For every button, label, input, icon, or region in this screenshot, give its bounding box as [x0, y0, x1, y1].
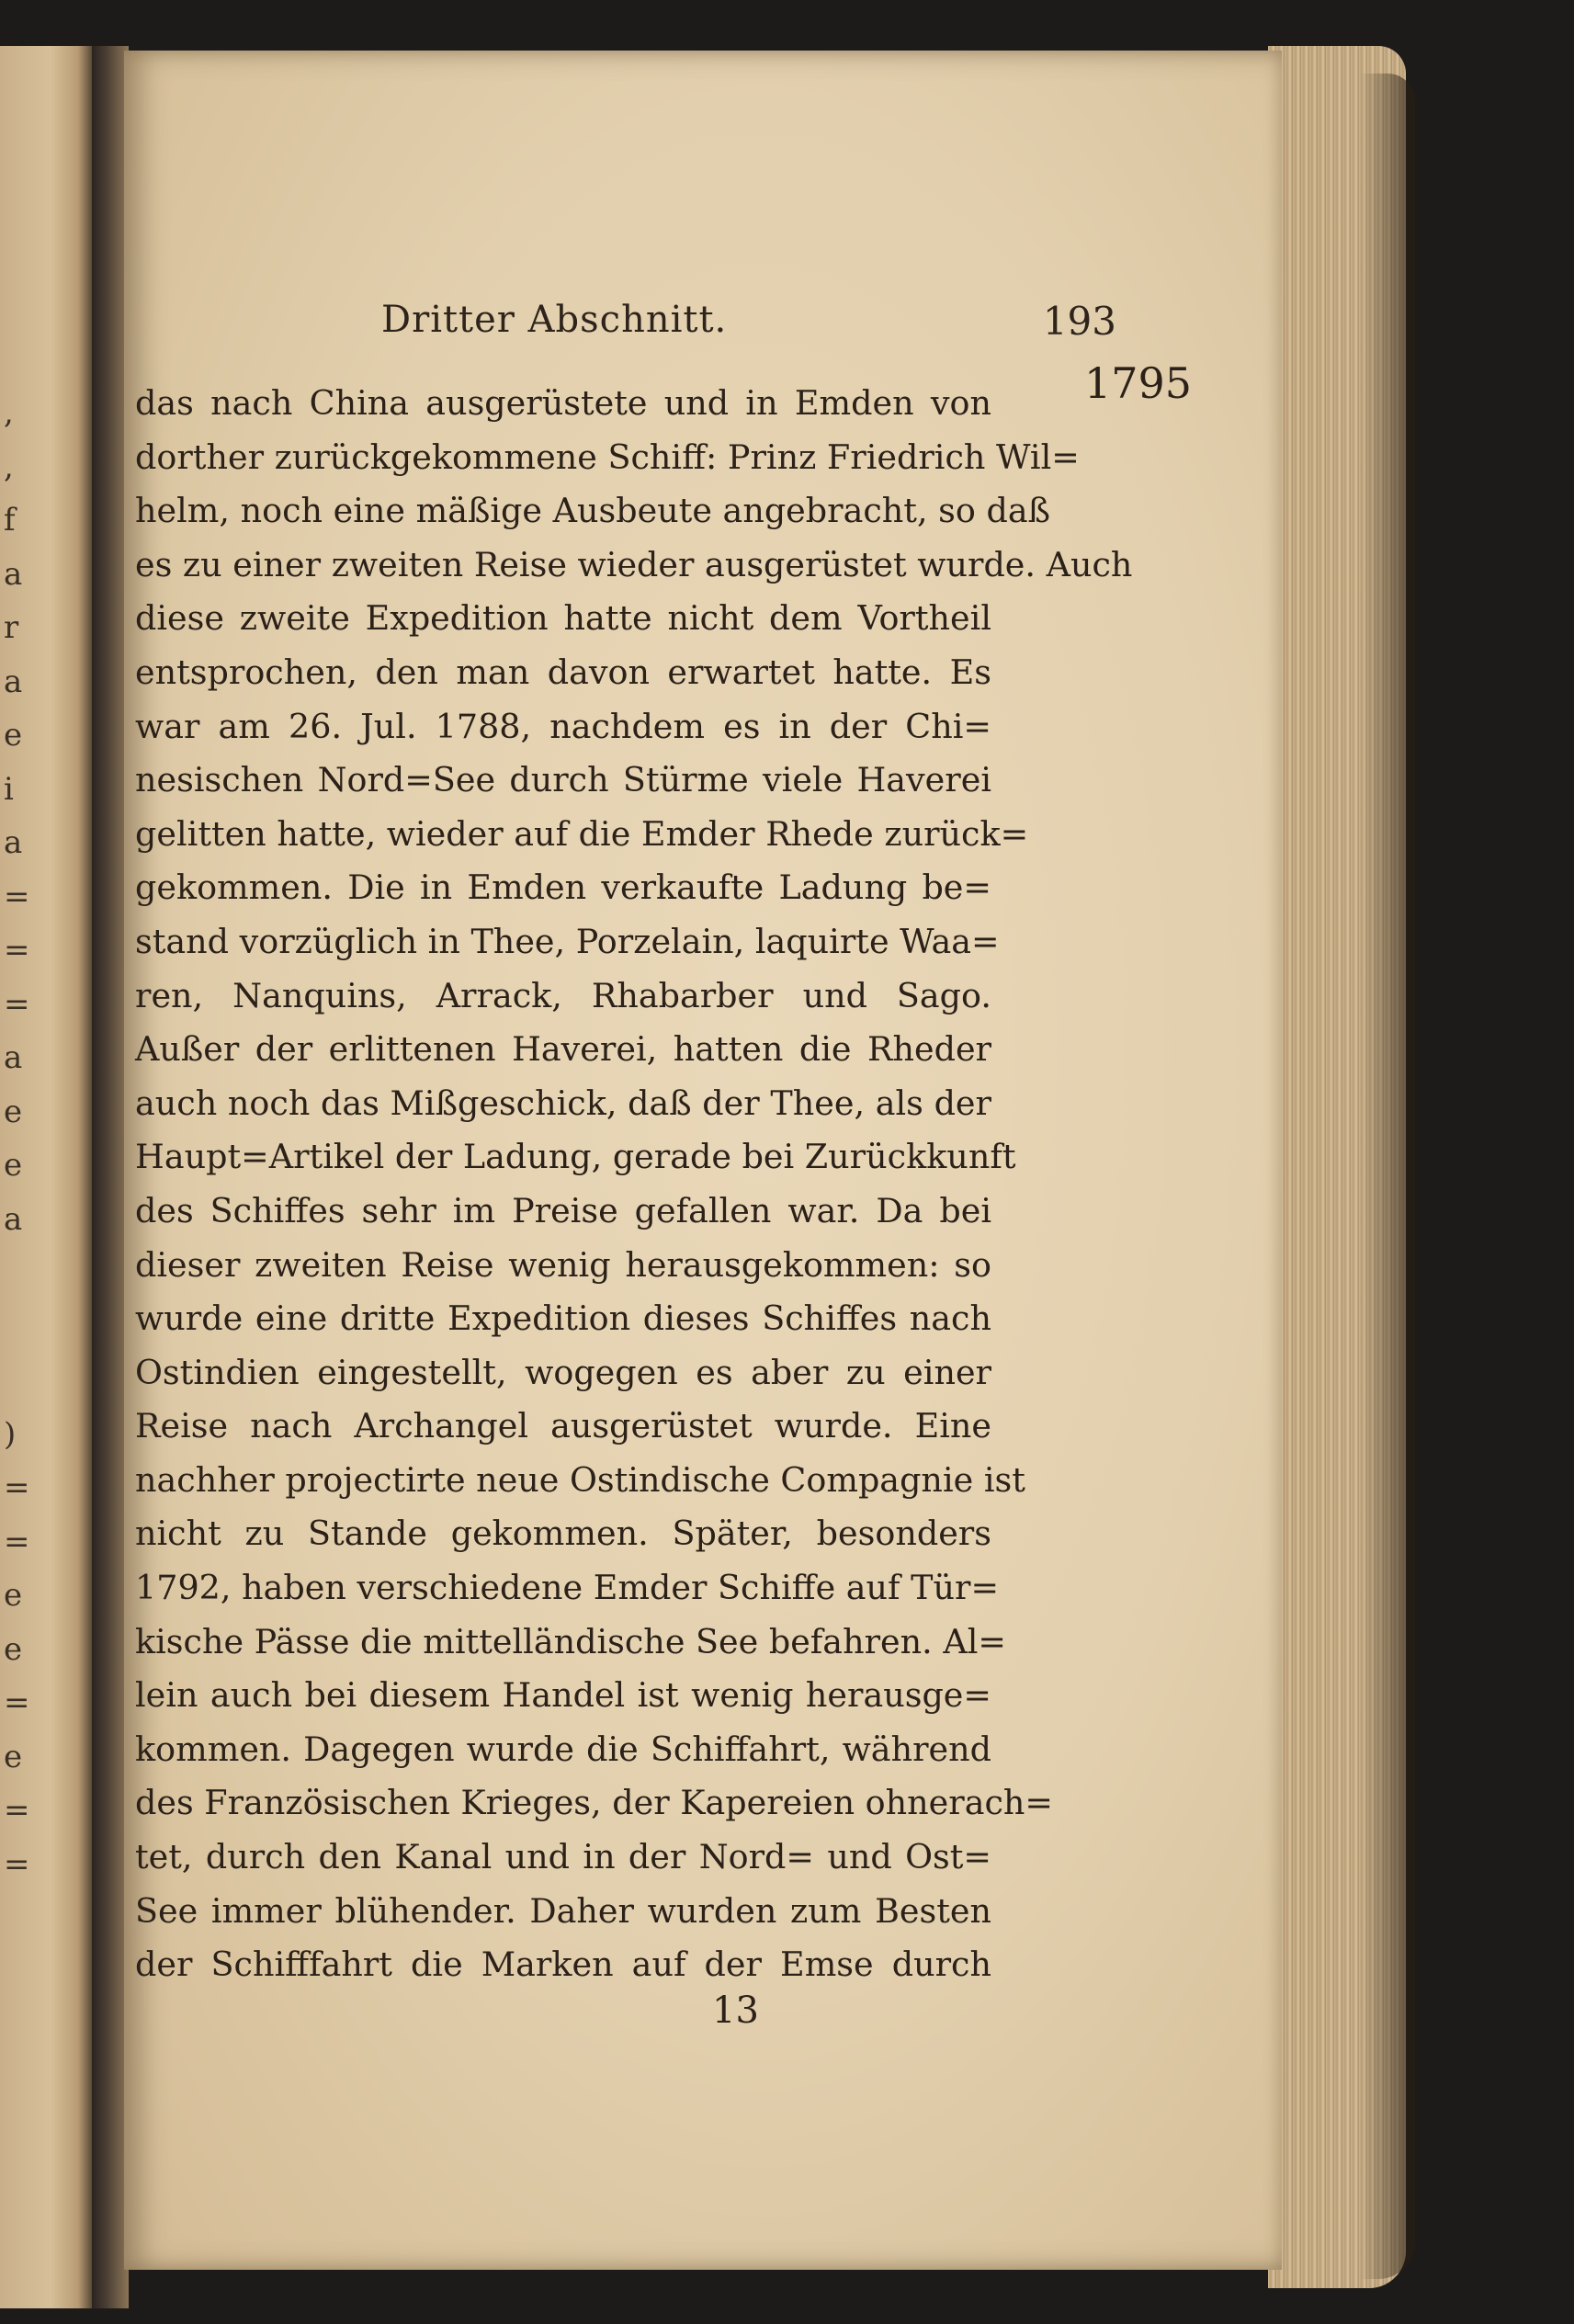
left-page-glyph: = — [4, 932, 30, 969]
left-page-glyph: ) — [4, 1415, 17, 1453]
text-line: kommen. Dagegen wurde die Schiffahrt, während — [135, 1729, 991, 1769]
left-page-glyph — [0, 1354, 26, 1408]
left-page-glyph: a — [4, 663, 23, 700]
page-header — [381, 299, 1116, 354]
margin-year-note: 1795 — [1084, 358, 1193, 408]
text-line: Reise nach Archangel ausgerüstet wurde. Eine — [135, 1406, 991, 1446]
text-line: diese zweite Expedition hatte nicht dem Vortheil — [135, 598, 991, 639]
page-edges-shadow — [1360, 74, 1415, 2279]
left-facing-page — [0, 46, 92, 2308]
text-line: See immer blühender. Daher wurden zum Besten — [135, 1890, 991, 1931]
text-line: es zu einer zweiten Reise wieder ausgerüstet wurde. Auch — [135, 544, 1133, 584]
text-line: nicht zu Stande gekommen. Später, besonders — [135, 1513, 991, 1554]
left-page-line-ends — [0, 386, 30, 1891]
left-page-glyph: r — [4, 609, 19, 646]
left-page-glyph: = — [4, 878, 30, 915]
text-line: kische Pässe die mittelländische See befahren. Al= — [135, 1621, 1006, 1661]
text-line: dorther zurückgekommene Schiff: Prinz Friedrich Wil= — [135, 436, 1080, 477]
text-line: Außer der erlittenen Haverei, hatten die Rheder — [135, 1029, 991, 1070]
text-line: Ostindien eingestellt, wogegen es aber zu einer — [135, 1352, 991, 1392]
text-line: gekommen. Die in Emden verkaufte Ladung be= — [135, 867, 991, 908]
text-line: des Schiffes sehr im Preise gefallen war. Da bei — [135, 1190, 991, 1230]
left-page-glyph — [0, 1300, 26, 1355]
book-gutter — [92, 46, 129, 2308]
text-line: stand vorzüglich in Thee, Porzelain, laquirte Waa= — [135, 921, 1000, 961]
left-page-glyph: a — [4, 1039, 23, 1076]
left-page-glyph: a — [4, 824, 23, 861]
text-line: war am 26. Jul. 1788, nachdem es in der Chi= — [135, 706, 991, 746]
left-page-glyph: f — [4, 502, 16, 538]
left-page-glyph: e — [4, 717, 23, 754]
text-line: des Französischen Krieges, der Kapereien ohnerach= — [135, 1783, 1054, 1823]
text-line: Haupt=Artikel der Ladung, gerade bei Zurückkunft — [135, 1137, 1016, 1177]
left-page-glyph — [0, 1246, 26, 1300]
left-page-glyph: i — [4, 770, 14, 808]
body-text — [135, 377, 1133, 1992]
left-page-glyph: e — [4, 1147, 23, 1184]
left-page-glyph: a — [4, 555, 23, 593]
left-page-glyph: e — [4, 1577, 23, 1614]
left-page-glyph: = — [4, 1792, 30, 1829]
text-line: gelitten hatte, wieder auf die Emder Rhede zurück= — [135, 813, 1029, 854]
left-page-glyph: = — [4, 1684, 30, 1721]
left-page-glyph: a — [4, 1200, 23, 1238]
running-title: Dritter Abschnitt. — [381, 299, 728, 341]
text-line: dieser zweiten Reise wenig herausgekommen: so — [135, 1244, 991, 1285]
left-page-glyph: , — [4, 448, 14, 485]
text-line: helm, noch eine mäßige Ausbeute angebracht, so daß — [135, 491, 1050, 531]
left-page-glyph: = — [4, 985, 30, 1023]
text-line: auch noch das Mißgeschick, daß der Thee, als der — [135, 1083, 991, 1123]
text-line: der Schifffahrt die Marken auf der Emse durch — [135, 1944, 991, 1985]
left-page-glyph: = — [4, 1469, 30, 1506]
text-line: tet, durch den Kanal und in der Nord= und Ost= — [135, 1837, 991, 1877]
text-line: das nach China ausgerüstete und in Emden von — [135, 383, 991, 423]
book-page — [124, 51, 1282, 2270]
page-number: 193 — [1042, 299, 1116, 344]
text-line: nachher projectirte neue Ostindische Compagnie ist — [135, 1459, 1025, 1500]
left-page-glyph: e — [4, 1093, 23, 1130]
left-page-glyph: e — [4, 1630, 23, 1668]
text-line: entsprochen, den man davon erwartet hatte. Es — [135, 652, 991, 692]
left-page-glyph: , — [4, 394, 14, 431]
left-page-glyph: = — [4, 1845, 30, 1883]
text-line: lein auch bei diesem Handel ist wenig herausge= — [135, 1675, 991, 1716]
left-page-glyph: e — [4, 1738, 23, 1775]
text-line: nesischen Nord=See durch Stürme viele Haverei — [135, 760, 991, 800]
text-line: ren, Nanquins, Arrack, Rhabarber und Sago. — [135, 975, 991, 1015]
printer-signature: 13 — [712, 1990, 759, 2032]
left-page-glyph: = — [4, 1523, 30, 1560]
text-line: 1792, haben verschiedene Emder Schiffe auf Tür= — [135, 1568, 1000, 1608]
text-line: wurde eine dritte Expedition dieses Schiffes nach — [135, 1298, 991, 1339]
